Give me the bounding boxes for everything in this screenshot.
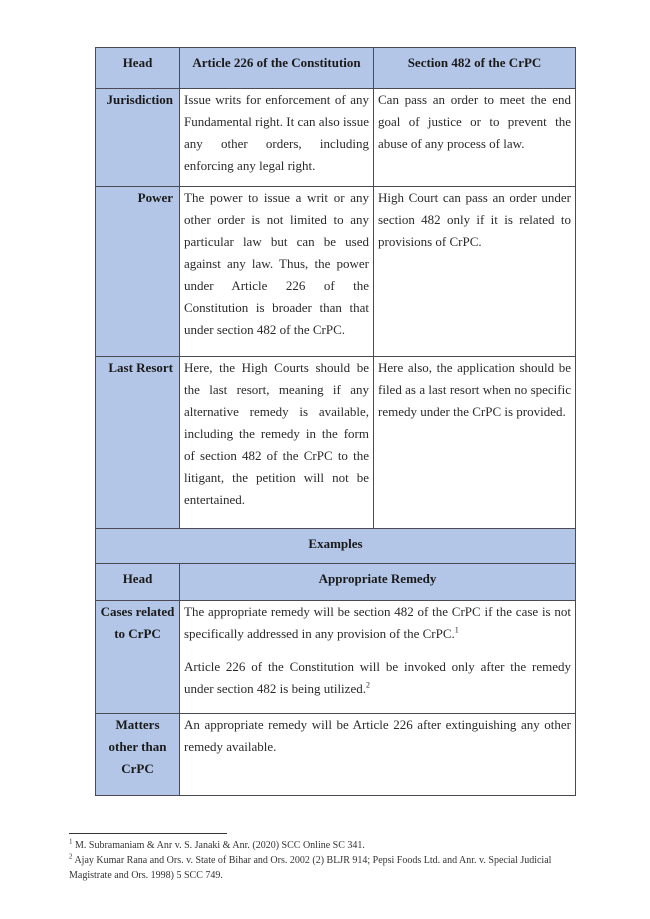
- article-226-cell: Issue writs for enforcement of any Fundamental right. It can also issue any other orders, including enforcing any legal right.: [180, 89, 374, 187]
- header-cell-head: Head: [96, 48, 180, 89]
- table-row: [96, 187, 576, 357]
- footnote-ref[interactable]: 2: [365, 680, 370, 690]
- remedy-text: Article 226 of the Constitution will be invoked only after the remedy under section 482 is being utilized.: [184, 659, 571, 696]
- row-label: Power: [96, 187, 180, 357]
- section-482-cell: High Court can pass an order under section 482 only if it is related to provisions of CrPC.: [374, 187, 576, 357]
- examples-title-row: [96, 529, 576, 564]
- footnote-number: 1: [69, 837, 73, 846]
- footnote: [69, 853, 569, 883]
- footnote-ref[interactable]: 1: [454, 625, 459, 635]
- section-482-cell: Here also, the application should be filed as a last resort when no specific remedy under the CrPC is provided.: [374, 357, 576, 529]
- footnote: [69, 838, 569, 853]
- remedy-paragraph: An appropriate remedy will be Article 226 after extinguishing any other remedy available.: [184, 717, 571, 754]
- remedy-paragraph: [184, 601, 571, 645]
- header-cell-section-482: Section 482 of the CrPC: [374, 48, 576, 89]
- examples-row: [96, 601, 576, 714]
- row-label: Jurisdiction: [96, 89, 180, 187]
- remedy-text: The appropriate remedy will be section 482 of the CrPC if the case is not specifically addressed in any provision of the CrPC.: [184, 604, 571, 641]
- examples-title: Examples: [96, 529, 576, 564]
- footnotes: [69, 838, 569, 883]
- article-226-cell: The power to issue a writ or any other order is not limited to any particular law but can be used against any law. Thus, the power under Article 226 of the Constitution is broader than that under section 482 of the CrPC.: [180, 187, 374, 357]
- table-row: [96, 89, 576, 187]
- remedy-cell: [180, 714, 576, 796]
- footnote-separator: [69, 833, 227, 834]
- row-label: Cases related to CrPC: [96, 601, 180, 714]
- section-482-cell: Can pass an order to meet the end goal of justice or to prevent the abuse of any process of law.: [374, 89, 576, 187]
- article-226-cell: Here, the High Courts should be the last resort, meaning if any alternative remedy is available, including the remedy in the form of section 482 of the CrPC to the litigant, the petition will not be entertained.: [180, 357, 374, 529]
- examples-row: [96, 714, 576, 796]
- row-label: Last Resort: [96, 357, 180, 529]
- remedy-paragraph: [184, 656, 571, 700]
- comparison-table: [95, 47, 576, 796]
- examples-header-remedy: Appropriate Remedy: [180, 564, 576, 601]
- table-row: [96, 357, 576, 529]
- footnote-text: Ajay Kumar Rana and Ors. v. State of Bihar and Ors. 2002 (2) BLJR 914; Pepsi Foods Ltd. and Anr. v. Special Judicial Magistrate and Ors. 1998) 5 SCC 749.: [69, 855, 552, 881]
- examples-header-head: Head: [96, 564, 180, 601]
- examples-header-row: [96, 564, 576, 601]
- header-cell-article-226: Article 226 of the Constitution: [180, 48, 374, 89]
- remedy-cell: [180, 601, 576, 714]
- row-label: Matters other than CrPC: [96, 714, 180, 796]
- table-header-row: [96, 48, 576, 89]
- footnote-number: 2: [69, 852, 73, 861]
- footnote-text: M. Subramaniam & Anr v. S. Janaki & Anr. (2020) SCC Online SC 341.: [75, 840, 365, 851]
